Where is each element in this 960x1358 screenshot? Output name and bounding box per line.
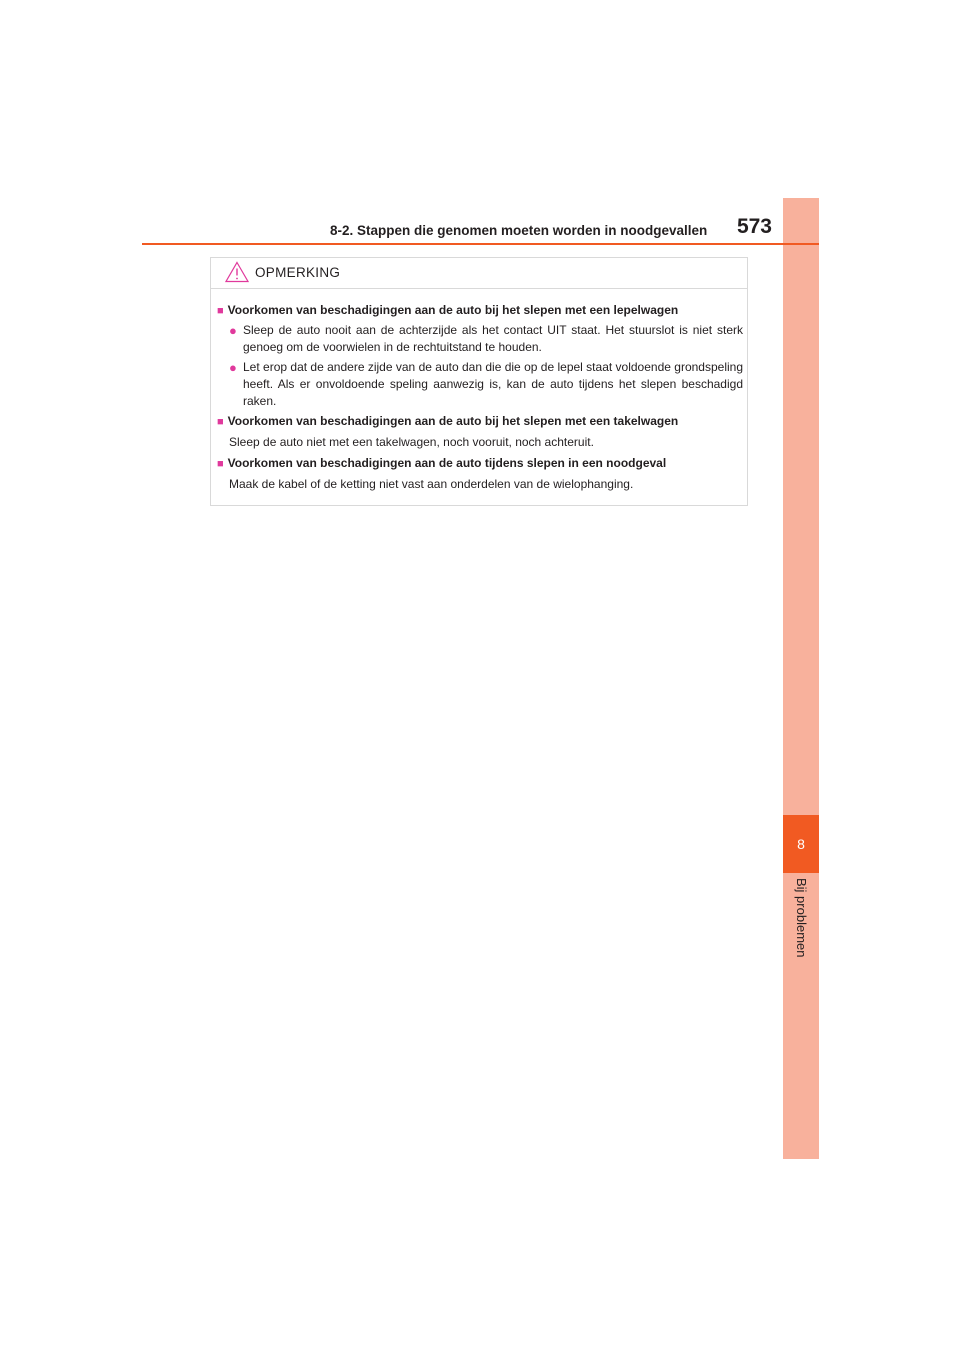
square-bullet-icon: ■ xyxy=(217,305,224,317)
section-heading-noodgeval: ■ Voorkomen van beschadigingen aan de auto tijdens slepen in een noodgeval xyxy=(217,456,667,470)
section-heading-takelwagen: ■ Voorkomen van beschadigingen aan de auto bij het slepen met een takelwagen xyxy=(217,414,679,428)
list-item: ● Sleep de auto nooit aan de achterzijde als het contact UIT staat. Het stuurslot is niet sterk genoeg om de voorwielen in de rechtuitstand te houden. xyxy=(229,323,743,354)
notice-title: OPMERKING xyxy=(255,265,341,280)
section-text-noodgeval: Maak de kabel of de ketting niet vast aan onderdelen van de wielophanging. xyxy=(229,477,634,491)
notice-box xyxy=(210,257,748,506)
chapter-label: Bij problemen xyxy=(794,878,809,958)
square-bullet-icon: ■ xyxy=(217,416,224,428)
header-divider xyxy=(142,243,819,245)
chapter-number: 8 xyxy=(797,836,805,852)
list-item: ● Let erop dat de andere zijde van de auto dan die die op de lepel staat voldoende grondspeling heeft. Als er onvoldoende speling aanwezig is, kan de auto tijdens het slepen beschadigd raken. xyxy=(229,360,743,408)
square-bullet-icon: ■ xyxy=(217,458,224,470)
notice-header xyxy=(211,258,747,289)
circle-bullet-icon: ● xyxy=(229,323,237,338)
section-title: 8-2. Stappen die genomen moeten worden in noodgevallen xyxy=(330,223,708,238)
chapter-side-strip xyxy=(783,198,819,1159)
section-heading-lepelwagen: ■ Voorkomen van beschadigingen aan de auto bij het slepen met een lepelwagen xyxy=(217,303,679,317)
circle-bullet-icon: ● xyxy=(229,360,237,375)
chapter-number-tab xyxy=(783,815,819,873)
warning-triangle-icon xyxy=(225,261,249,283)
section-text-takelwagen: Sleep de auto niet met een takelwagen, noch vooruit, noch achteruit. xyxy=(229,435,594,449)
page-number: 573 xyxy=(736,215,772,238)
